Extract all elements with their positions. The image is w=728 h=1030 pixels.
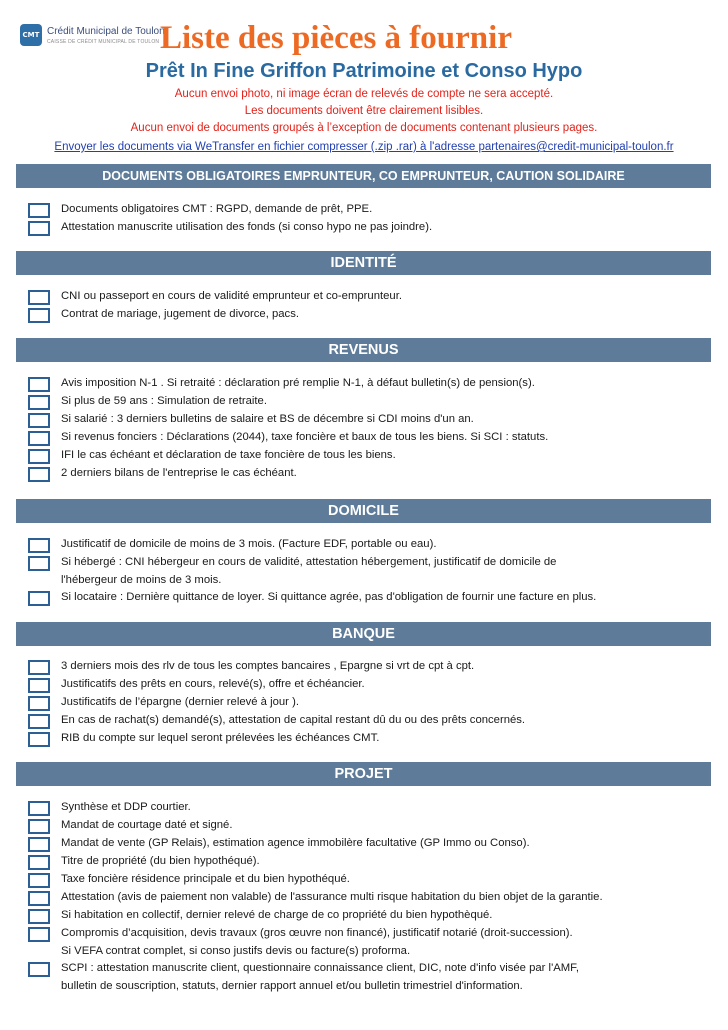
item-text: l'hébergeur de moins de 3 mois. <box>61 574 222 586</box>
wetransfer-link[interactable]: Envoyer les documents via WeTransfer en fichier compresser (.zip .rar) à l'adresse partenaires@credit-municipal-toulon.fr <box>54 141 674 153</box>
checkbox[interactable] <box>28 801 50 816</box>
section-list-revenus <box>28 375 708 483</box>
item-text: Attestation manuscrite utilisation des fonds (si conso hypo ne pas joindre). <box>61 221 433 233</box>
list-item <box>28 288 708 306</box>
checkbox[interactable] <box>28 308 50 323</box>
list-item <box>28 658 708 676</box>
list-item <box>28 853 708 871</box>
checkbox[interactable] <box>28 660 50 675</box>
list-item <box>28 219 708 237</box>
page-subtitle: Prêt In Fine Griffon Patrimoine et Conso Hypo <box>145 60 583 82</box>
item-text: bulletin de souscription, statuts, dernier rapport annuel et/ou bulletin trimestriel d'information. <box>61 980 523 992</box>
checkbox[interactable] <box>28 377 50 392</box>
list-item <box>28 393 708 411</box>
item-text: SCPI : attestation manuscrite client, questionnaire connaissance client, DIC, note d'info visée par l'AMF, <box>61 962 579 974</box>
checkbox[interactable] <box>28 203 50 218</box>
item-text: Titre de propriété (du bien hypothéqué). <box>61 855 260 867</box>
section-header-identite: IDENTITÉ <box>16 251 711 275</box>
list-item <box>28 536 708 554</box>
page-title: Liste des pièces à fournir <box>160 20 512 56</box>
checkbox[interactable] <box>28 431 50 446</box>
list-item <box>28 712 708 730</box>
list-item <box>28 201 708 219</box>
list-item <box>28 306 708 324</box>
list-item <box>28 925 708 943</box>
item-text: Si revenus fonciers : Déclarations (2044), taxe foncière et baux de tous les biens. Si SCI : statuts. <box>61 431 549 443</box>
checkbox[interactable] <box>28 449 50 464</box>
list-item <box>28 907 708 925</box>
item-text: Si VEFA contrat complet, si conso justifs devis ou facture(s) proforma. <box>61 945 411 957</box>
checkbox[interactable] <box>28 891 50 906</box>
section-list-identite <box>28 288 708 324</box>
item-text: Documents obligatoires CMT : RGPD, demande de prêt, PPE. <box>61 203 373 215</box>
list-item <box>28 817 708 835</box>
list-item <box>28 694 708 712</box>
item-text: Mandat de courtage daté et signé. <box>61 819 233 831</box>
item-text: 2 derniers bilans de l'entreprise le cas échéant. <box>61 467 297 479</box>
list-item <box>28 799 708 817</box>
checkbox[interactable] <box>28 962 50 977</box>
item-text: Mandat de vente (GP Relais), estimation agence immobilère facultative (GP Immo ou Conso). <box>61 837 530 849</box>
checkbox[interactable] <box>28 591 50 606</box>
item-text: Synthèse et DDP courtier. <box>61 801 191 813</box>
logo-tagline: CAISSE DE CRÉDIT MUNICIPAL DE TOULON <box>47 39 160 45</box>
list-item <box>28 589 708 607</box>
section-list-documents-obligatoires <box>28 201 708 237</box>
list-item <box>28 835 708 853</box>
item-text: Si hébergé : CNI hébergeur en cours de validité, attestation hébergement, justificatif de domicile de <box>61 556 557 568</box>
notices <box>0 86 728 156</box>
checkbox[interactable] <box>28 819 50 834</box>
item-text: Justificatifs de l’épargne (dernier relevé à jour ). <box>61 696 299 708</box>
item-text: Si salarié : 3 derniers bulletins de salaire et BS de décembre si CDI moins d'un an. <box>61 413 474 425</box>
item-text: Justificatif de domicile de moins de 3 mois. (Facture EDF, portable ou eau). <box>61 538 437 550</box>
item-text: Compromis d’acquisition, devis travaux (gros œuvre non financé), justificatif notarié (droit-succession). <box>61 927 573 939</box>
section-header-projet: PROJET <box>16 762 711 786</box>
list-item-continuation <box>28 978 708 995</box>
section-header-domicile: DOMICILE <box>16 499 711 523</box>
checkbox[interactable] <box>28 467 50 482</box>
item-text: Contrat de mariage, jugement de divorce, pacs. <box>61 308 299 320</box>
list-item <box>28 447 708 465</box>
item-text: Si habitation en collectif, dernier relevé de charge de co propriété du bien hypothèqué. <box>61 909 493 921</box>
list-item <box>28 676 708 694</box>
item-text: Justificatifs des prêts en cours, relevé(s), offre et échéancier. <box>61 678 365 690</box>
list-item <box>28 730 708 748</box>
item-text: RIB du compte sur lequel seront prélevées les échéances CMT. <box>61 732 380 744</box>
list-item <box>28 871 708 889</box>
list-item <box>28 411 708 429</box>
item-text: Attestation (avis de paiement non valable) de l'assurance multi risque habitation du bien objet de la garantie. <box>61 891 603 903</box>
checkbox[interactable] <box>28 837 50 852</box>
checkbox[interactable] <box>28 732 50 747</box>
checkbox[interactable] <box>28 855 50 870</box>
item-text: Avis imposition N-1 . Si retraité : déclaration pré remplie N-1, à défaut bulletin(s) de pension(s). <box>61 377 535 389</box>
section-list-projet <box>28 799 708 995</box>
list-item <box>28 375 708 393</box>
checkbox[interactable] <box>28 696 50 711</box>
notice-readable: Les documents doivent être clairement lisibles. <box>244 105 484 117</box>
item-text: IFI le cas échéant et déclaration de taxe foncière de tous les biens. <box>61 449 396 461</box>
notice-no-grouped: Aucun envoi de documents groupés à l’exception de documents contenant plusieurs pages. <box>130 122 598 134</box>
item-text: Si locataire : Dernière quittance de loyer. Si quittance agrée, pas d'obligation de fournir une facture en plus. <box>61 591 597 603</box>
section-header-banque: BANQUE <box>16 622 711 646</box>
item-text: En cas de rachat(s) demandé(s), attestation de capital restant dû du ou des prêts concernés. <box>61 714 526 726</box>
notice-no-photo: Aucun envoi photo, ni image écran de relevés de compte ne sera accepté. <box>174 88 554 100</box>
checkbox[interactable] <box>28 909 50 924</box>
item-text: 3 derniers mois des rlv de tous les comptes bancaires , Epargne si vrt de cpt à cpt. <box>61 660 475 672</box>
logo-name: Crédit Municipal de Toulon <box>47 26 165 37</box>
checkbox[interactable] <box>28 538 50 553</box>
list-item <box>28 554 708 572</box>
checkbox[interactable] <box>28 556 50 571</box>
list-item <box>28 960 708 978</box>
checkbox[interactable] <box>28 714 50 729</box>
section-list-domicile <box>28 536 708 607</box>
checkbox[interactable] <box>28 221 50 236</box>
checkbox[interactable] <box>28 290 50 305</box>
checkbox[interactable] <box>28 395 50 410</box>
item-text: CNI ou passeport en cours de validité emprunteur et co-emprunteur. <box>61 290 402 302</box>
list-item-continuation <box>28 943 708 960</box>
logo-mark-icon: CMT <box>20 24 42 46</box>
section-header-revenus: REVENUS <box>16 338 711 362</box>
section-header-documents-obligatoires: DOCUMENTS OBLIGATOIRES EMPRUNTEUR, CO EMPRUNTEUR, CAUTION SOLIDAIRE <box>16 164 711 188</box>
list-item <box>28 465 708 483</box>
checkbox[interactable] <box>28 927 50 942</box>
list-item-continuation <box>28 572 708 589</box>
list-item <box>28 429 708 447</box>
checkbox[interactable] <box>28 678 50 693</box>
item-text: Taxe foncière résidence principale et du bien hypothéqué. <box>61 873 350 885</box>
checkbox[interactable] <box>28 413 50 428</box>
logo <box>20 22 165 56</box>
checkbox[interactable] <box>28 873 50 888</box>
section-list-banque <box>28 658 708 748</box>
item-text: Si plus de 59 ans : Simulation de retraite. <box>61 395 267 407</box>
list-item <box>28 889 708 907</box>
